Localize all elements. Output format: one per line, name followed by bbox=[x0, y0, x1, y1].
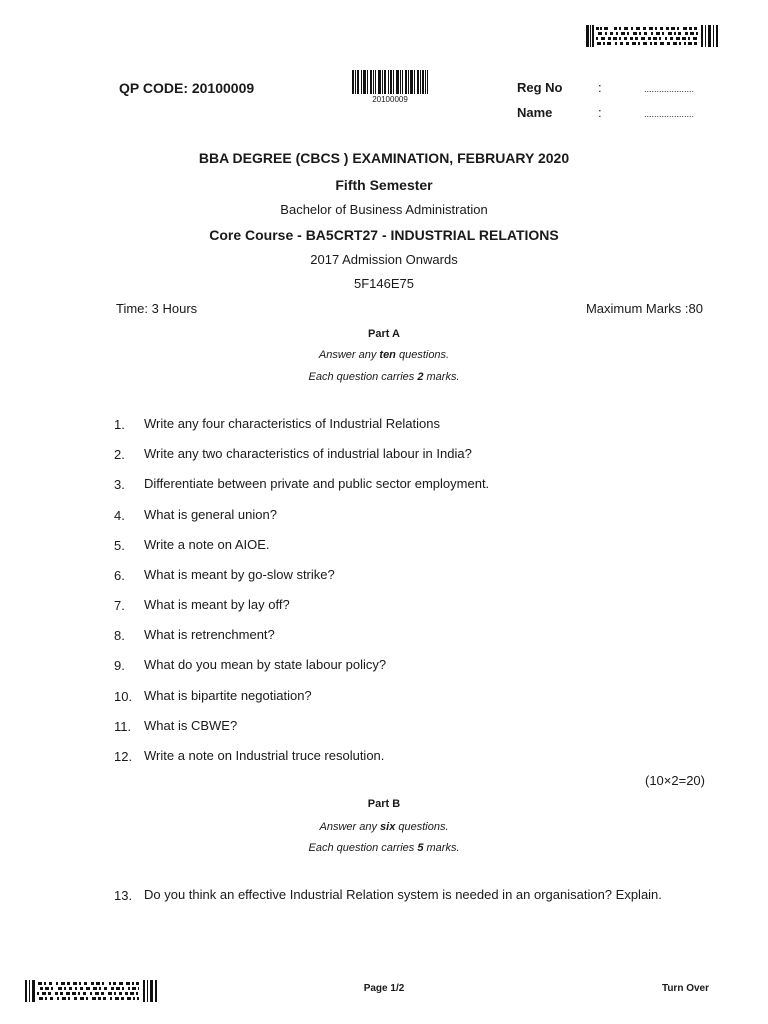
part-a-instruction-2: Each question carries 2 marks. bbox=[308, 371, 460, 383]
question-text: What is bipartite negotiation? bbox=[144, 688, 312, 703]
question-text: What is meant by lay off? bbox=[144, 597, 290, 612]
reg-no-label: Reg No bbox=[517, 80, 563, 95]
paper-code: 5F146E75 bbox=[354, 276, 414, 291]
part-b-instruction-2: Each question carries 5 marks. bbox=[308, 842, 460, 854]
question-text: Write a note on AIOE. bbox=[144, 537, 270, 552]
question-number: 12. bbox=[114, 749, 133, 764]
part-a-instruction-1: Answer any ten questions. bbox=[318, 349, 450, 361]
question-text: Differentiate between private and public sector employment. bbox=[144, 476, 490, 491]
question-number: 1. bbox=[114, 417, 125, 432]
question-number: 10. bbox=[114, 689, 133, 704]
question-text: What is meant by go-slow strike? bbox=[144, 567, 335, 582]
programme: Bachelor of Business Administration bbox=[280, 202, 488, 217]
qp-code: QP CODE: 20100009 bbox=[119, 80, 255, 96]
semester: Fifth Semester bbox=[335, 177, 433, 193]
qp-barcode bbox=[352, 70, 428, 94]
maximum-marks: Maximum Marks :80 bbox=[585, 301, 703, 316]
top-barcode bbox=[586, 25, 718, 47]
question-number: 3. bbox=[114, 477, 125, 492]
part-b-instruction-1: Answer any six questions. bbox=[319, 821, 449, 833]
question-number: 9. bbox=[114, 658, 125, 673]
question-text: Write any four characteristics of Industrial Relations bbox=[144, 416, 440, 431]
part-a-title: Part A bbox=[368, 328, 400, 340]
question-text: What do you mean by state labour policy? bbox=[144, 657, 387, 672]
exam-title: BBA DEGREE (CBCS ) EXAMINATION, FEBRUARY 2020 bbox=[198, 150, 570, 166]
question-text: Do you think an effective Industrial Relation system is needed in an organisation? Explain. bbox=[144, 887, 662, 902]
part-a-score: (10×2=20) bbox=[645, 773, 705, 788]
question-number: 7. bbox=[114, 598, 125, 613]
question-text: What is general union? bbox=[144, 507, 277, 522]
question-number: 4. bbox=[114, 508, 125, 523]
question-text: Write a note on Industrial truce resolution. bbox=[144, 748, 385, 763]
question-text: Write any two characteristics of industrial labour in India? bbox=[144, 446, 472, 461]
question-number: 8. bbox=[114, 628, 125, 643]
question-number: 2. bbox=[114, 447, 125, 462]
barcode-number: 20100009 bbox=[372, 95, 408, 104]
name-blank: .................... bbox=[644, 109, 695, 119]
question-text: What is CBWE? bbox=[144, 718, 238, 733]
name-label: Name bbox=[517, 105, 553, 120]
course-title: Core Course - BA5CRT27 - INDUSTRIAL RELATIONS bbox=[209, 227, 559, 243]
page-number: Page 1/2 bbox=[363, 983, 405, 994]
question-text: What is retrenchment? bbox=[144, 627, 275, 642]
question-number: 5. bbox=[114, 538, 125, 553]
question-number: 11. bbox=[114, 719, 132, 734]
part-b-title: Part B bbox=[367, 798, 401, 810]
name-colon: : bbox=[598, 105, 602, 120]
admission: 2017 Admission Onwards bbox=[310, 252, 458, 267]
time-allowed: Time: 3 Hours bbox=[116, 301, 198, 316]
question-number: 13. bbox=[114, 888, 133, 903]
reg-no-blank: .................... bbox=[644, 84, 695, 94]
reg-no-colon: : bbox=[598, 80, 602, 95]
question-number: 6. bbox=[114, 568, 125, 583]
turn-over: Turn Over bbox=[661, 983, 709, 994]
